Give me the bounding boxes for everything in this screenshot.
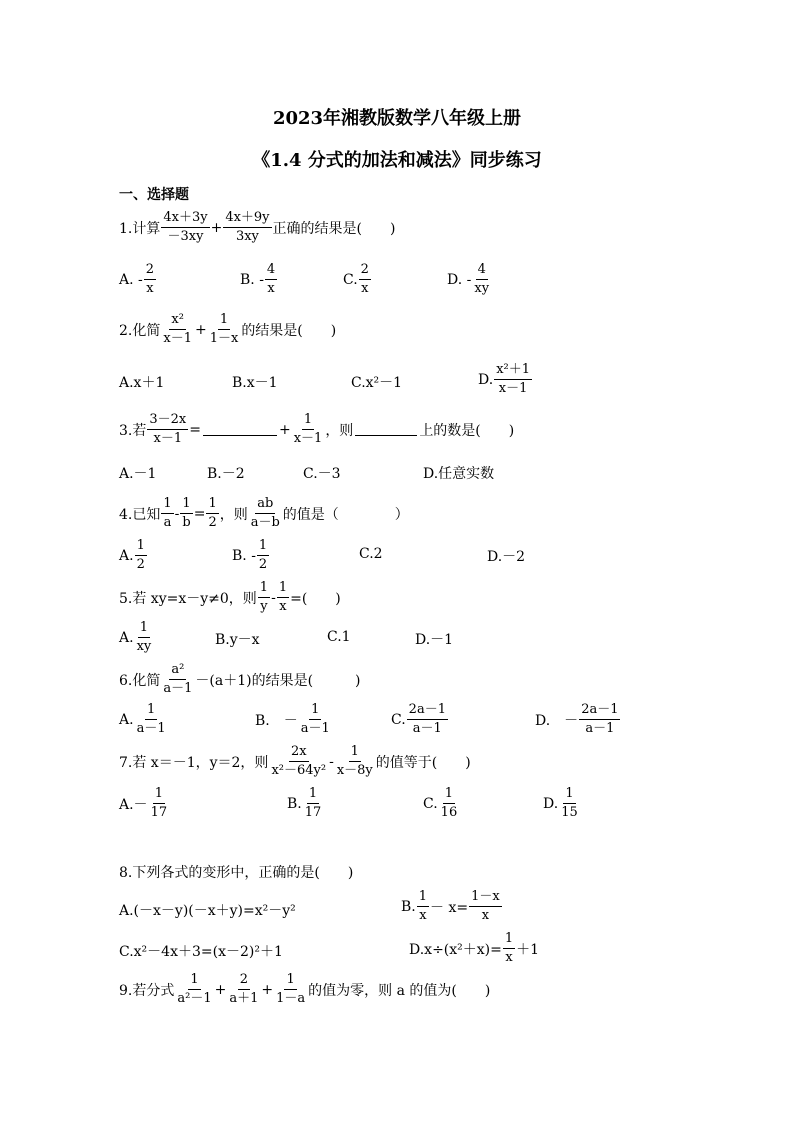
- q8-option-a[interactable]: [119, 900, 296, 920]
- q7-option-c[interactable]: [423, 786, 460, 821]
- math-text: =: [189, 421, 201, 438]
- math-text: +: [194, 321, 207, 338]
- fraction: [303, 786, 324, 821]
- math-text: 15: [561, 805, 578, 820]
- fraction: [208, 312, 241, 347]
- math-text: C.: [423, 795, 438, 812]
- math-text: a－1: [136, 721, 166, 736]
- math-text: 1: [206, 496, 218, 514]
- math-text: 1: [135, 538, 147, 556]
- math-text: 1: [349, 744, 361, 762]
- math-text: A.: [119, 711, 134, 728]
- document-title: 2023年湘教版数学八年级上册: [272, 108, 522, 129]
- math-text: 2: [144, 262, 156, 280]
- math-text: -: [329, 753, 334, 770]
- q1-option-a[interactable]: [119, 262, 157, 297]
- fraction: [359, 262, 371, 297]
- math-text: ，则: [325, 422, 354, 439]
- math-text: B. －: [255, 712, 298, 729]
- fraction: [223, 210, 271, 245]
- math-text: a－1: [412, 721, 442, 736]
- math-text: 正确的结果是( ): [272, 220, 396, 237]
- math-text: 1: [161, 496, 173, 514]
- math-text: C.: [343, 271, 358, 288]
- fraction: [135, 620, 154, 655]
- math-text: 2: [238, 972, 250, 990]
- q3-option-b[interactable]: [207, 463, 245, 483]
- math-text: x－8y: [336, 763, 373, 778]
- fraction: [579, 702, 620, 737]
- q6-option-c[interactable]: [391, 702, 449, 737]
- math-text: x: [361, 281, 369, 296]
- math-text: 1: [277, 580, 289, 598]
- math-text: 2a－1: [579, 702, 620, 720]
- math-text: ＋1: [516, 941, 540, 958]
- question-6: [119, 662, 361, 697]
- fraction: [503, 931, 515, 966]
- math-text: 1: [138, 620, 150, 638]
- q1-option-d[interactable]: [447, 262, 492, 297]
- math-text: 的值等于( ): [375, 754, 471, 771]
- question-3: [119, 412, 514, 447]
- math-text: 1: [258, 580, 270, 598]
- math-text: 1: [257, 538, 269, 556]
- math-text: －3xy: [167, 229, 204, 244]
- math-text: D.任意实数: [423, 466, 495, 482]
- math-text: 1: [309, 702, 321, 720]
- math-text: 4.已知: [119, 506, 161, 523]
- question-4: [119, 496, 409, 531]
- math-text: y: [260, 599, 268, 614]
- fraction: [149, 786, 170, 821]
- math-text: x－1: [498, 381, 528, 396]
- math-text: 1－x: [209, 331, 239, 346]
- fraction: [274, 972, 307, 1007]
- math-text: 1: [153, 786, 165, 804]
- q3-option-c[interactable]: [303, 463, 341, 483]
- fraction: [257, 538, 269, 573]
- math-text: 2a－1: [407, 702, 448, 720]
- math-text: x－1: [153, 431, 183, 446]
- math-text: 1: [284, 972, 296, 990]
- math-text: C.2: [359, 546, 383, 562]
- math-text: 3xy: [235, 229, 259, 244]
- math-text: C.x²－1: [351, 375, 403, 391]
- q2-option-b[interactable]: [232, 372, 278, 392]
- math-text: C.1: [327, 629, 351, 645]
- math-text: xy: [474, 281, 490, 296]
- fraction: [161, 662, 194, 697]
- fraction: [147, 412, 188, 447]
- math-text: 2: [258, 557, 268, 572]
- math-text: x: [267, 281, 275, 296]
- math-text: a－1: [163, 681, 193, 696]
- math-text: A.－1: [119, 466, 157, 482]
- fraction: [265, 262, 277, 297]
- math-text: 9.若分式: [119, 982, 175, 999]
- math-text: a－b: [250, 515, 280, 530]
- math-text: 6.化简: [119, 672, 161, 689]
- math-text: 2: [359, 262, 371, 280]
- math-text: B.y－x: [215, 632, 260, 648]
- math-text: 1: [302, 412, 314, 430]
- math-text: D.x÷(x²＋x)=: [409, 941, 502, 958]
- math-text: xy: [136, 639, 152, 654]
- math-text: a: [163, 515, 172, 530]
- math-text: 4: [265, 262, 277, 280]
- math-text: 2: [136, 557, 145, 572]
- math-text: x: [481, 908, 490, 923]
- fraction: [407, 702, 448, 737]
- fraction: [258, 580, 270, 615]
- q1-option-c[interactable]: [343, 262, 372, 297]
- math-text: D. -: [447, 271, 472, 288]
- math-text: 1: [443, 786, 455, 804]
- q2-option-a[interactable]: [119, 372, 164, 392]
- q8-option-d[interactable]: [409, 931, 539, 966]
- math-text: 4x＋3y: [161, 210, 209, 228]
- math-text: 1: [180, 496, 192, 514]
- math-text: a－1: [300, 721, 330, 736]
- question-1: [119, 210, 395, 245]
- fraction: [135, 702, 168, 737]
- math-text: 上的数是( ): [419, 422, 515, 439]
- math-text: x: [146, 281, 154, 296]
- math-text: x－1: [163, 331, 192, 346]
- fraction: [161, 210, 209, 245]
- q2-option-d[interactable]: [478, 362, 533, 397]
- q8-option-c[interactable]: [119, 941, 283, 961]
- fraction: [249, 496, 282, 531]
- math-text: A. -: [119, 271, 143, 288]
- q5-option-c[interactable]: [327, 629, 351, 645]
- math-text: A.(－x－y)(－x＋y)=x²－y²: [119, 903, 296, 919]
- math-text: B. -: [240, 271, 264, 288]
- answer-blank[interactable]: [355, 423, 417, 436]
- q6-option-a[interactable]: [119, 702, 169, 737]
- math-text: B.－2: [207, 466, 245, 482]
- question-5: [119, 580, 341, 615]
- math-text: 1: [503, 931, 515, 949]
- math-text: 4: [476, 262, 488, 280]
- fraction: [144, 262, 156, 297]
- math-text: A.－: [119, 796, 148, 813]
- fraction: [227, 972, 260, 1007]
- fraction: [469, 889, 502, 924]
- q4-option-d[interactable]: [487, 546, 525, 566]
- math-text: 1: [307, 786, 319, 804]
- math-text: 1: [563, 786, 575, 804]
- q4-option-c[interactable]: [359, 546, 383, 562]
- question-8: [119, 862, 353, 882]
- fraction: [335, 744, 375, 779]
- fraction: [439, 786, 460, 821]
- fraction: [559, 786, 580, 821]
- math-text: b: [182, 515, 191, 530]
- q4-option-a[interactable]: [119, 538, 148, 573]
- math-text: 1: [145, 702, 157, 720]
- fraction: [180, 496, 192, 531]
- math-text: a＋1: [229, 991, 259, 1006]
- math-text: ab: [255, 496, 275, 514]
- math-text: 1－a: [276, 991, 306, 1006]
- answer-blank[interactable]: [203, 423, 277, 436]
- math-text: 的结果是( ): [241, 322, 337, 339]
- math-text: C.: [391, 711, 406, 728]
- q2-option-c[interactable]: [351, 372, 402, 392]
- q6-option-b[interactable]: [255, 702, 333, 737]
- math-text: +: [210, 219, 223, 236]
- math-text: 2.化简: [119, 322, 161, 339]
- math-text: x: [279, 599, 287, 614]
- q7-option-b[interactable]: [287, 786, 324, 821]
- math-text: 4x＋9y: [223, 210, 271, 228]
- fraction: [472, 262, 491, 297]
- q5-option-b[interactable]: [215, 629, 260, 649]
- math-text: 1: [188, 972, 200, 990]
- math-text: D.－1: [415, 632, 454, 648]
- math-text: x: [419, 908, 427, 923]
- math-text: －(a＋1)的结果是( ): [195, 672, 361, 689]
- math-text: 的值是（ ）: [282, 506, 409, 523]
- math-text: x²－64y²: [271, 763, 327, 778]
- math-text: C.－3: [303, 466, 341, 482]
- q5-option-d[interactable]: [415, 629, 453, 649]
- math-text: 3－2x: [147, 412, 188, 430]
- math-text: C.x²－4x＋3=(x－2)²＋1: [119, 944, 283, 960]
- math-text: － x=: [430, 899, 469, 916]
- fraction: [161, 496, 173, 531]
- fraction: [206, 496, 218, 531]
- math-text: x²＋1: [494, 362, 532, 380]
- q6-option-d[interactable]: [535, 702, 621, 737]
- math-text: -: [271, 589, 276, 606]
- math-text: 8.下列各式的变形中，正确的是( ): [119, 865, 354, 881]
- math-text: a²: [169, 662, 186, 680]
- math-text: B.: [287, 795, 302, 812]
- math-text: D.: [543, 795, 559, 812]
- question-7: [119, 744, 471, 779]
- math-text: 17: [150, 805, 168, 820]
- math-text: A.: [119, 547, 134, 564]
- math-text: 1: [218, 312, 230, 330]
- math-text: x²: [169, 312, 186, 330]
- math-text: a²－1: [177, 991, 212, 1006]
- math-text: 2: [208, 515, 217, 530]
- fraction: [269, 744, 328, 779]
- section-heading: 一、选择题: [119, 187, 189, 203]
- math-text: +: [261, 981, 274, 998]
- fraction: [135, 538, 147, 573]
- math-text: 1: [417, 889, 429, 907]
- math-text: x－1: [293, 431, 323, 446]
- math-text: 1－x: [469, 889, 502, 907]
- math-text: x: [505, 950, 513, 965]
- q3-option-d[interactable]: [423, 463, 494, 483]
- fraction: [277, 580, 289, 615]
- math-text: 16: [440, 805, 458, 820]
- fraction: [175, 972, 213, 1007]
- math-text: =( ): [290, 590, 341, 607]
- math-text: 7.若 x＝－1，y＝2，则: [119, 754, 269, 771]
- q7-option-a[interactable]: [119, 786, 170, 821]
- math-text: 3.若: [119, 422, 147, 439]
- math-text: -: [174, 505, 180, 522]
- document-subtitle: 《1.4 分式的加法和减法》同步练习: [252, 150, 542, 171]
- fraction: [494, 362, 532, 397]
- question-2: [119, 312, 336, 347]
- fraction: [417, 889, 429, 924]
- math-text: 5.若 xy=x－y≠0，则: [119, 590, 257, 607]
- math-text: =: [193, 505, 206, 522]
- q5-option-a[interactable]: [119, 620, 154, 655]
- math-text: B.x－1: [232, 375, 278, 391]
- math-text: a－1: [585, 721, 615, 736]
- math-text: B.: [401, 898, 416, 915]
- fraction: [161, 312, 194, 347]
- q3-option-a[interactable]: [119, 463, 156, 483]
- q8-option-b[interactable]: [401, 889, 503, 924]
- fraction: [299, 702, 332, 737]
- question-9: [119, 972, 490, 1007]
- math-text: 17: [304, 805, 322, 820]
- math-text: +: [214, 981, 227, 998]
- q4-option-b[interactable]: [232, 538, 270, 573]
- q7-option-d[interactable]: [543, 786, 581, 821]
- math-text: ，则: [219, 506, 248, 523]
- math-text: +: [278, 421, 291, 438]
- math-text: 2x: [289, 744, 309, 762]
- math-text: D.: [478, 371, 494, 388]
- math-text: A.x＋1: [119, 375, 165, 391]
- math-text: 的值为零，则 a 的值为( ): [308, 982, 491, 999]
- q1-option-b[interactable]: [240, 262, 278, 297]
- math-text: D. －: [535, 712, 579, 729]
- fraction: [292, 412, 325, 447]
- math-text: D.－2: [487, 549, 526, 565]
- math-text: 1.计算: [119, 220, 161, 237]
- math-text: A.: [119, 629, 134, 646]
- math-text: B. -: [232, 547, 256, 564]
